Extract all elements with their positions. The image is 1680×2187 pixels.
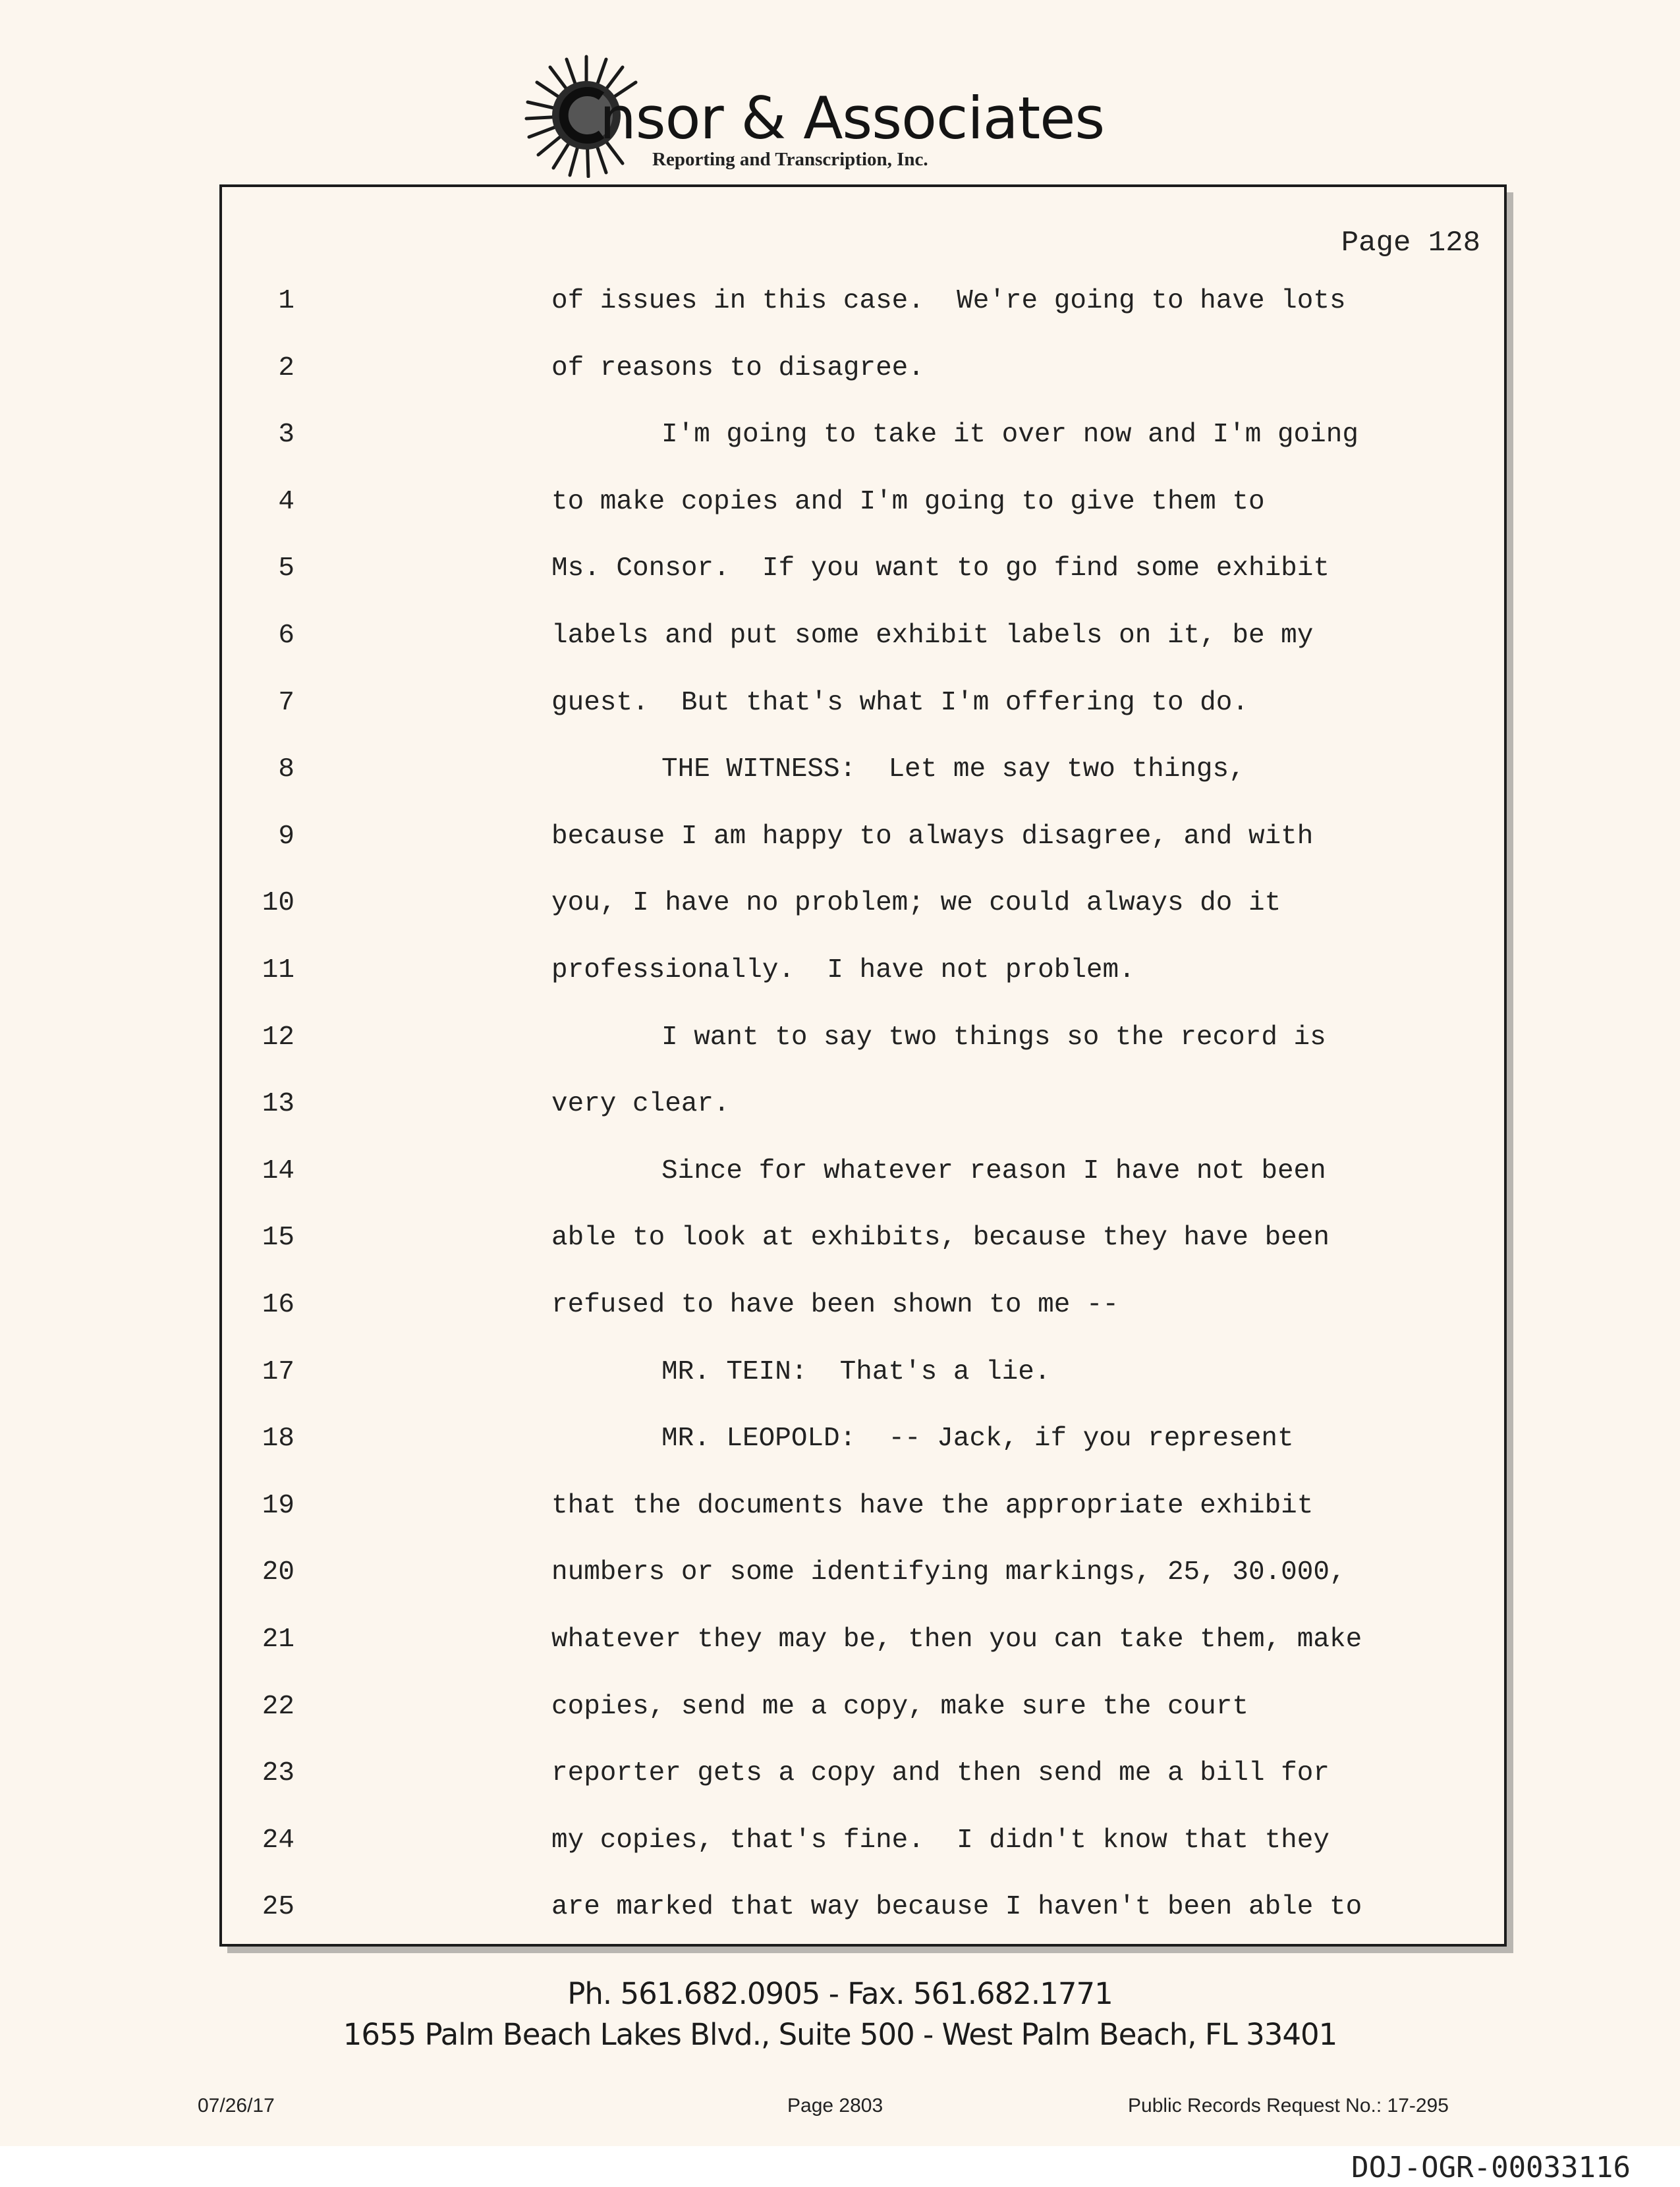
transcript-line <box>222 888 1504 927</box>
line-number: 6 <box>278 621 294 651</box>
line-number: 16 <box>262 1290 294 1320</box>
transcript-line <box>222 1089 1504 1128</box>
transcript-line <box>222 1022 1504 1062</box>
line-text: that the documents have the appropriate exhibit <box>551 1490 1314 1521</box>
line-number: 3 <box>278 420 294 451</box>
line-number: 17 <box>262 1356 294 1387</box>
line-number: 4 <box>278 486 294 517</box>
line-text: labels and put some exhibit labels on it, be my <box>551 621 1314 651</box>
line-number: 14 <box>262 1155 294 1186</box>
transcript-line <box>222 688 1504 727</box>
line-text: able to look at exhibits, because they have been <box>551 1223 1330 1254</box>
transcript-box <box>219 184 1507 1947</box>
transcript-line <box>222 1290 1504 1329</box>
transcript-line <box>222 353 1504 393</box>
line-number: 21 <box>262 1624 294 1655</box>
transcript-line <box>222 286 1504 325</box>
transcript-page-number: Page 128 <box>1341 227 1480 260</box>
line-number: 1 <box>278 286 294 316</box>
transcript-line <box>222 1825 1504 1865</box>
line-text: I want to say two things so the record is <box>661 1022 1326 1053</box>
footer-date: 07/26/17 <box>198 2095 275 2117</box>
company-logo <box>524 53 1150 178</box>
line-text: guest. But that's what I'm offering to do. <box>551 687 1248 718</box>
transcript-line <box>222 1424 1504 1463</box>
line-text: copies, send me a copy, make sure the court <box>551 1691 1248 1722</box>
footer-phone-fax: Ph. 561.682.0905 - Fax. 561.682.1771 <box>567 1976 1113 2011</box>
transcript-line <box>222 553 1504 593</box>
line-text: whatever they may be, then you can take them, make <box>551 1624 1362 1655</box>
footer-address: 1655 Palm Beach Lakes Blvd., Suite 500 - West Palm Beach, FL 33401 <box>343 2017 1337 2052</box>
line-number: 8 <box>278 754 294 785</box>
line-number: 13 <box>262 1089 294 1120</box>
transcript-line <box>222 1557 1504 1597</box>
transcript-line <box>222 1357 1504 1397</box>
transcript-line <box>222 487 1504 526</box>
line-text: are marked that way because I haven't been able to <box>551 1892 1362 1923</box>
line-text: numbers or some identifying markings, 25, 30.000, <box>551 1557 1346 1588</box>
line-number: 7 <box>278 687 294 718</box>
line-number: 24 <box>262 1825 294 1856</box>
line-number: 23 <box>262 1758 294 1789</box>
line-text: you, I have no problem; we could always do it <box>551 888 1281 919</box>
transcript-line <box>222 621 1504 660</box>
transcript-line <box>222 420 1504 459</box>
line-number: 5 <box>278 553 294 584</box>
line-text: reporter gets a copy and then send me a bill for <box>551 1758 1330 1789</box>
line-number: 9 <box>278 821 294 852</box>
transcript-line <box>222 1223 1504 1262</box>
line-text: THE WITNESS: Let me say two things, <box>661 754 1245 785</box>
line-text: Since for whatever reason I have not been <box>661 1155 1326 1186</box>
transcript-line <box>222 1758 1504 1798</box>
footer-records-request: Public Records Request No.: 17-295 <box>1128 2095 1449 2117</box>
bates-number: DOJ-OGR-00033116 <box>1351 2151 1631 2184</box>
transcript-line <box>222 754 1504 794</box>
transcript-line <box>222 1491 1504 1530</box>
line-number: 20 <box>262 1557 294 1588</box>
transcript-line <box>222 821 1504 861</box>
line-number: 12 <box>262 1022 294 1053</box>
transcript-line <box>222 1692 1504 1731</box>
line-number: 19 <box>262 1490 294 1521</box>
footer-page-number: Page 2803 <box>787 2095 883 2117</box>
line-text: MR. LEOPOLD: -- Jack, if you represent <box>661 1424 1294 1454</box>
line-text: of reasons to disagree. <box>551 352 924 383</box>
line-text: MR. TEIN: That's a lie. <box>661 1356 1051 1387</box>
line-number: 10 <box>262 888 294 919</box>
transcript-line <box>222 1624 1504 1664</box>
logo-subtitle: Reporting and Transcription, Inc. <box>652 149 928 170</box>
line-text: Ms. Consor. If you want to go find some exhibit <box>551 553 1330 584</box>
line-number: 18 <box>262 1424 294 1454</box>
line-number: 11 <box>262 955 294 985</box>
line-number: 25 <box>262 1892 294 1923</box>
line-text: of issues in this case. We're going to have lots <box>551 286 1346 316</box>
line-text: professionally. I have not problem. <box>551 955 1135 985</box>
line-number: 15 <box>262 1223 294 1254</box>
line-text: refused to have been shown to me -- <box>551 1290 1119 1320</box>
transcript-line <box>222 1892 1504 1931</box>
line-number: 22 <box>262 1691 294 1722</box>
transcript-line <box>222 955 1504 995</box>
line-text: to make copies and I'm going to give them to <box>551 486 1265 517</box>
line-text: my copies, that's fine. I didn't know that they <box>551 1825 1330 1856</box>
transcript-line <box>222 1156 1504 1196</box>
logo-company-name: nsor & Associates <box>600 84 1105 152</box>
line-number: 2 <box>278 352 294 383</box>
line-text: I'm going to take it over now and I'm going <box>661 420 1358 451</box>
line-text: very clear. <box>551 1089 730 1120</box>
line-text: because I am happy to always disagree, and with <box>551 821 1314 852</box>
